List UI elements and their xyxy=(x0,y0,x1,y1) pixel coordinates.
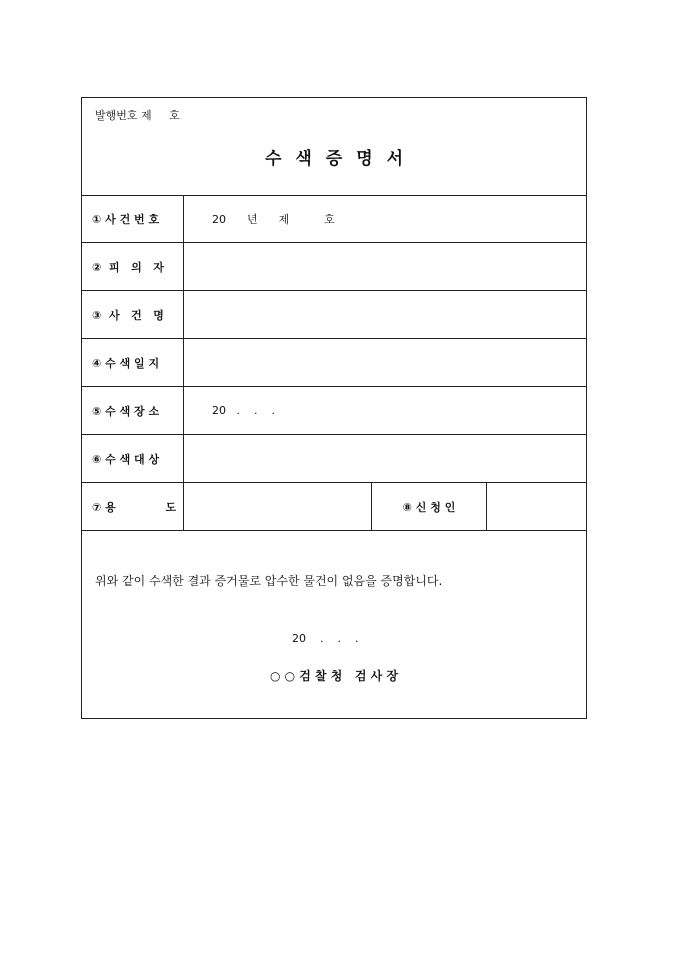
case-name-row xyxy=(82,291,586,339)
signer: ○ ○ 검 찰 청 검 사 장 xyxy=(269,669,399,683)
search-target-value[interactable] xyxy=(184,435,586,482)
purpose-label: ⑦ 용 도 xyxy=(82,483,184,530)
page-title: 수색증명서 xyxy=(264,149,418,169)
issue-date: 20 . . . xyxy=(292,632,359,645)
search-date-row xyxy=(82,339,586,387)
certification-statement: 위와 같이 수색한 결과 증거물로 압수한 물건이 없음을 증명합니다. xyxy=(95,574,443,588)
case-number-label: ① 사 건 번 호 xyxy=(82,195,184,242)
search-place-value[interactable]: 20 . . . xyxy=(212,404,275,417)
form-header xyxy=(82,98,586,196)
case-name-value[interactable] xyxy=(184,291,586,338)
suspect-label: ② 피 의 자 xyxy=(82,243,184,290)
applicant-value[interactable] xyxy=(487,483,586,530)
search-date-label: ④ 수 색 일 지 xyxy=(82,339,184,386)
suspect-value[interactable] xyxy=(184,243,586,290)
suspect-row xyxy=(82,243,586,291)
search-place-row xyxy=(82,387,586,435)
case-name-label: ③ 사 건 명 xyxy=(82,291,184,338)
search-target-label: ⑥ 수 색 대 상 xyxy=(82,435,184,482)
issue-number: 발행번호 제 호 xyxy=(95,109,180,122)
case-number-value[interactable]: 20 년 제 호 xyxy=(212,212,335,226)
search-target-row xyxy=(82,435,586,483)
case-number-row xyxy=(82,195,586,243)
search-place-label: ⑤ 수 색 장 소 xyxy=(82,387,184,434)
search-date-value[interactable] xyxy=(184,339,586,386)
search-certificate-form xyxy=(81,97,587,719)
purpose-row xyxy=(82,483,586,531)
purpose-value[interactable] xyxy=(184,483,372,530)
applicant-label: ⑧ 신 청 인 xyxy=(372,483,487,530)
